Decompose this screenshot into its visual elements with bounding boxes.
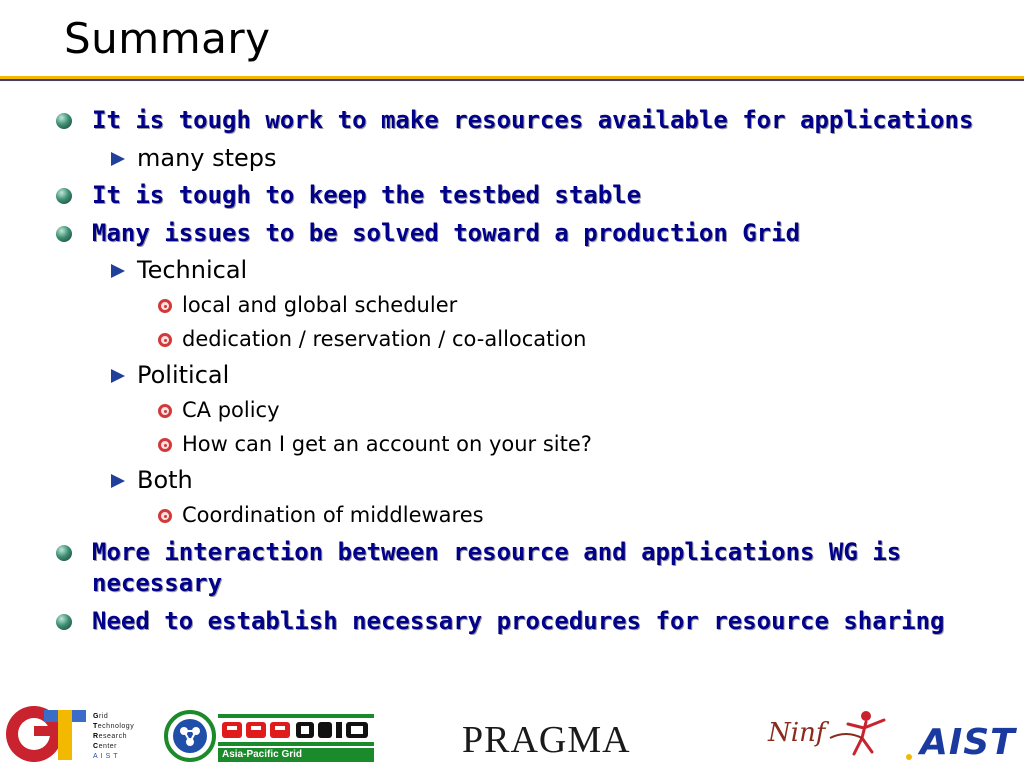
pragma-logo: PRAGMA (462, 719, 631, 761)
bullet-level1: Many issues to be solved toward a production Grid (92, 219, 801, 247)
bullet-swirl-icon (158, 509, 172, 523)
apgrid-caption: Asia-Pacific Grid (218, 748, 374, 762)
bullet-level2: Technical (137, 256, 248, 284)
footer-logos (0, 696, 1024, 768)
bullet-level3: local and global scheduler (182, 293, 458, 317)
bullet-level3: dedication / reservation / co-allocation (182, 327, 587, 351)
apgrid-wordmark-logo (218, 714, 374, 748)
bullet-level3: CA policy (182, 398, 280, 422)
bullet-ball-icon (56, 545, 72, 561)
bullet-level3: Coordination of middlewares (182, 503, 484, 527)
bullet-level1: More interaction between resource and applications WG is (92, 538, 902, 566)
gtrc-logo-text: Grid Technology Research Center AIST (93, 713, 135, 760)
aist-logo: AIST (920, 722, 1016, 763)
bullet-level2: Both (137, 466, 193, 494)
bullet-ball-icon (56, 113, 72, 129)
bullet-swirl-icon (158, 404, 172, 418)
bullet-level3: How can I get an account on your site? (182, 432, 592, 456)
slide-title: Summary (64, 14, 271, 63)
ninf-logo: Ninf (768, 718, 826, 748)
aist-dot-icon (906, 754, 912, 760)
bullet-level2: Political (137, 361, 230, 389)
bullet-triangle-icon (111, 474, 125, 488)
gtrc-logo (4, 704, 88, 764)
bullet-ball-icon (56, 226, 72, 242)
bullet-swirl-icon (158, 438, 172, 452)
bullet-triangle-icon (111, 264, 125, 278)
bullet-swirl-icon (158, 299, 172, 313)
ninf-figure-logo (826, 708, 890, 758)
apgrid-globe-logo (164, 710, 216, 762)
bullet-triangle-icon (111, 152, 125, 166)
bullet-ball-icon (56, 614, 72, 630)
bullet-level1: It is tough work to make resources available for applications (92, 106, 974, 134)
bullet-ball-icon (56, 188, 72, 204)
bullet-level1-continued: necessary (92, 569, 223, 597)
bullet-level1: Need to establish necessary procedures for resource sharing (92, 607, 945, 635)
bullet-swirl-icon (158, 333, 172, 347)
bullet-level2: many steps (137, 144, 277, 172)
bullet-level1: It is tough to keep the testbed stable (92, 181, 642, 209)
bullet-triangle-icon (111, 369, 125, 383)
